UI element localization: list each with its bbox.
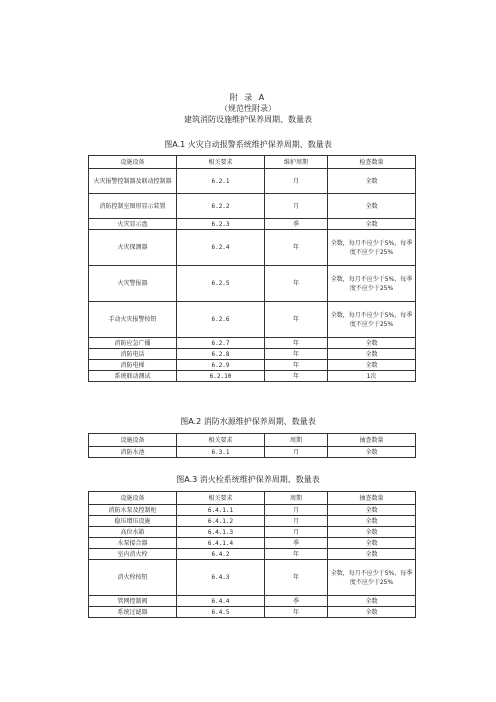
requirement-cell: 6.3.1	[177, 447, 265, 458]
column-header: 周期	[265, 492, 328, 505]
table-a1-caption: 图A.1 火灾自动报警系统维护保养周期、数量表	[164, 140, 332, 149]
device-cell: 火灾探测器	[89, 230, 177, 266]
column-header: 相关要求	[177, 492, 265, 505]
period-cell: 年	[265, 349, 328, 360]
requirement-cell: 6.4.5	[177, 607, 265, 618]
table-row	[89, 607, 416, 618]
appendix-heading: 附 录 A	[229, 93, 267, 102]
table-header-row	[89, 492, 416, 505]
table-row	[89, 538, 416, 549]
device-cell: 火灾报警控制器及联动控制器	[89, 169, 177, 194]
quantity-cell: 全数	[328, 607, 416, 618]
device-cell: 高位水箱	[89, 527, 177, 538]
table-row	[89, 194, 416, 219]
column-header: 周期	[265, 434, 328, 447]
table-row	[89, 266, 416, 302]
table-row	[89, 371, 416, 382]
period-cell: 年	[265, 302, 328, 338]
device-cell: 消防电话	[89, 349, 177, 360]
table-row	[89, 219, 416, 230]
quantity-cell: 全数	[328, 538, 416, 549]
normative-note: （规范性附录）	[220, 104, 276, 113]
period-cell: 月	[265, 516, 328, 527]
quantity-cell: 全数	[328, 505, 416, 516]
requirement-cell: 6.2.7	[177, 338, 265, 349]
requirement-cell: 6.2.6	[177, 302, 265, 338]
column-header: 设施设备	[89, 156, 177, 169]
device-cell: 稳压增压设施	[89, 516, 177, 527]
quantity-cell: 全数	[328, 194, 416, 219]
table-header-row	[89, 156, 416, 169]
quantity-cell: 全数	[328, 360, 416, 371]
quantity-cell: 1次	[328, 371, 416, 382]
table-row	[89, 338, 416, 349]
requirement-cell: 6.4.3	[177, 560, 265, 596]
device-cell: 消防控制室图形显示装置	[89, 194, 177, 219]
table-row	[89, 505, 416, 516]
table-row	[89, 302, 416, 338]
quantity-cell: 全数	[328, 447, 416, 458]
period-cell: 年	[265, 549, 328, 560]
column-header: 相关要求	[177, 434, 265, 447]
table-row	[89, 549, 416, 560]
requirement-cell: 6.4.1.3	[177, 527, 265, 538]
requirement-cell: 6.2.5	[177, 266, 265, 302]
quantity-cell: 全数，每月不应少于5%，每季度不应少于25%	[328, 302, 416, 338]
requirement-cell: 6.2.4	[177, 230, 265, 266]
requirement-cell: 6.4.2	[177, 549, 265, 560]
table-a3	[88, 491, 416, 618]
device-cell: 火灾警报器	[89, 266, 177, 302]
table-row	[89, 596, 416, 607]
period-cell: 年	[265, 560, 328, 596]
period-cell: 年	[265, 338, 328, 349]
document-title: 建筑消防设施维护保养周期、数量表	[184, 115, 312, 124]
period-cell: 月	[265, 194, 328, 219]
period-cell: 月	[265, 527, 328, 538]
period-cell: 季	[265, 596, 328, 607]
device-cell: 消防应急广播	[89, 338, 177, 349]
device-cell: 水泵接合器	[89, 538, 177, 549]
device-cell: 室内消火栓	[89, 549, 177, 560]
device-cell: 管网控制阀	[89, 596, 177, 607]
requirement-cell: 6.2.8	[177, 349, 265, 360]
device-cell: 消防水池	[89, 447, 177, 458]
table-row	[89, 360, 416, 371]
column-header: 设施设备	[89, 492, 177, 505]
period-cell: 年	[265, 371, 328, 382]
column-header: 抽查数量	[328, 434, 416, 447]
column-header: 设施设备	[89, 434, 177, 447]
quantity-cell: 全数	[328, 169, 416, 194]
quantity-cell: 全数	[328, 549, 416, 560]
table-row	[89, 516, 416, 527]
requirement-cell: 6.2.10	[177, 371, 265, 382]
quantity-cell: 全数，每月不应少于5%，每季度不应少于25%	[328, 560, 416, 596]
table-header-row	[89, 434, 416, 447]
requirement-cell: 6.2.3	[177, 219, 265, 230]
period-cell: 年	[265, 607, 328, 618]
period-cell: 季	[265, 538, 328, 549]
period-cell: 季	[265, 219, 328, 230]
table-a1	[88, 155, 416, 382]
requirement-cell: 6.4.1.1	[177, 505, 265, 516]
quantity-cell: 全数，每月不应少于5%，每季度不应少于25%	[328, 266, 416, 302]
requirement-cell: 6.2.1	[177, 169, 265, 194]
device-cell: 火灾显示盘	[89, 219, 177, 230]
quantity-cell: 全数	[328, 516, 416, 527]
quantity-cell: 全数	[328, 219, 416, 230]
period-cell: 月	[265, 169, 328, 194]
column-header: 检查数量	[328, 156, 416, 169]
table-row	[89, 527, 416, 538]
table-row	[89, 169, 416, 194]
period-cell: 年	[265, 360, 328, 371]
table-row	[89, 349, 416, 360]
quantity-cell: 全数	[328, 349, 416, 360]
device-cell: 消防水泵及控制柜	[89, 505, 177, 516]
table-a3-caption: 图A.3 消火栓系统维护保养周期、数量表	[176, 475, 320, 484]
device-cell: 消防电梯	[89, 360, 177, 371]
quantity-cell: 全数，每月不应少于5%，每季度不应少于25%	[328, 230, 416, 266]
period-cell: 月	[265, 505, 328, 516]
quantity-cell: 全数	[328, 596, 416, 607]
device-cell: 消火栓按钮	[89, 560, 177, 596]
quantity-cell: 全数	[328, 527, 416, 538]
column-header: 维护周期	[265, 156, 328, 169]
requirement-cell: 6.4.1.2	[177, 516, 265, 527]
period-cell: 年	[265, 266, 328, 302]
requirement-cell: 6.4.1.4	[177, 538, 265, 549]
column-header: 抽查数量	[328, 492, 416, 505]
column-header: 相关要求	[177, 156, 265, 169]
requirement-cell: 6.4.4	[177, 596, 265, 607]
period-cell: 年	[265, 230, 328, 266]
table-row	[89, 447, 416, 458]
device-cell: 系统联动测试	[89, 371, 177, 382]
period-cell: 月	[265, 447, 328, 458]
table-row	[89, 560, 416, 596]
requirement-cell: 6.2.2	[177, 194, 265, 219]
device-cell: 系统过滤器	[89, 607, 177, 618]
table-row	[89, 230, 416, 266]
quantity-cell: 全数	[328, 338, 416, 349]
requirement-cell: 6.2.9	[177, 360, 265, 371]
device-cell: 手动火灾报警按钮	[89, 302, 177, 338]
table-a2-caption: 图A.2 消防水源维护保养周期、数量表	[180, 417, 316, 426]
table-a2	[88, 433, 416, 458]
